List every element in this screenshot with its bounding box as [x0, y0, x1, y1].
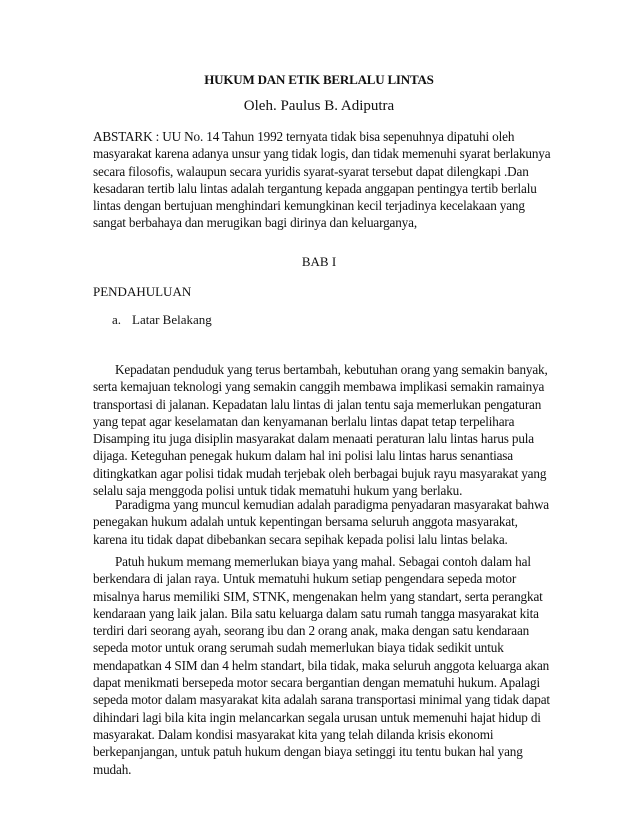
document-author: Oleh. Paulus B. Adiputra: [243, 98, 395, 114]
list-marker: a.: [112, 312, 122, 327]
paragraph-text: Paradigma yang muncul kemudian adalah paradigma penyadaran masyarakat bahwa penegakan hukum adalah untuk kepentingan bersama seluruh anggota masyarakat, karena itu tidak dapat dibebankan secara sepihak kepada polisi lalu lintas belaka.: [93, 497, 550, 547]
body-paragraph: [93, 496, 553, 548]
subsection-label: Latar Belakang: [132, 312, 212, 327]
chapter-heading: BAB I: [301, 254, 337, 269]
body-paragraph: [93, 361, 553, 499]
body-paragraph: [93, 553, 553, 778]
paragraph-text: Patuh hukum memang memerlukan biaya yang mahal. Sebagai contoh dalam hal berkendara di jalan raya. Untuk mematuhi hukum setiap pengendara sepeda motor misalnya harus memiliki SIM, STNK, mengenakan helm yang standart, serta perangkat kendaraan yang laik jalan. Bila satu keluarga dalam satu rumah tangga masyarakat kita terdiri dari seorang ayah, seorang ibu dan 2 orang anak, maka dengan satu kendaraan sepeda motor untuk orang serumah sudah memerlukan biaya tidak sedikit untuk mendapatkan 4 SIM dan 4 helm standart, bila tidak, maka seluruh anggota keluarga akan dapat menikmati bersepeda motor secara bergantian dengan mematuhi hukum. Apalagi sepeda motor dalam masyarakat kita adalah sarana transportasi minimal yang tidak dapat dihindari lagi bila kita ingin melancarkan segala urusan untuk memenuhi hajat hidup di masyarakat. Dalam kondisi masyarakat kita yang telah dilanda krisis ekonomi berkepanjangan, untuk patuh hukum dengan biaya setinggi itu tentu bukan hal yang mudah.: [93, 554, 550, 777]
document-title: HUKUM DAN ETIK BERLALU LINTAS: [204, 72, 434, 87]
abstract-paragraph: ABSTARK : UU No. 14 Tahun 1992 ternyata tidak bisa sepenuhnya dipatuhi oleh masyarakat karena adanya unsur yang tidak logis, dan tidak memenuhi syarat berlakunya secara filosofis, walaupun secara yuridis syarat-syarat tersebut dapat dilengkapi .Dan kesadaran tertib lalu lintas adalah tergantung kepada anggapan pentingya tertib berlalu lintas dengan bertujuan menghindari kemungkinan kecil terjadinya kecelakaan yang sangat berbahaya dan merugikan bagi dirinya dan keluarganya,: [93, 129, 551, 231]
subsection-heading: [112, 312, 212, 328]
section-heading: PENDAHULUAN: [93, 284, 192, 299]
paragraph-text: Kepadatan penduduk yang terus bertambah, kebutuhan orang yang semakin banyak, serta kemajuan teknologi yang semakin canggih membawa implikasi semakin ramainya transportasi di jalanan. Kepadatan lalu lintas di jalan tentu saja memerlukan pengaturan yang tepat agar keselamatan dan kenyamanan berlalu lintas dapat tetap terpelihara Disamping itu juga disiplin masyarakat dalam menaati peraturan lalu lintas harus pula dijaga. Keteguhan penegak hukum dalam hal ini polisi lalu lintas harus senantiasa ditingkatkan agar polisi tidak mudah terjebak oleh berbagai bujuk rayu masyarakat yang selalu saja menggoda polisi untuk tidak mematuhi hukum yang berlaku.: [93, 362, 548, 499]
